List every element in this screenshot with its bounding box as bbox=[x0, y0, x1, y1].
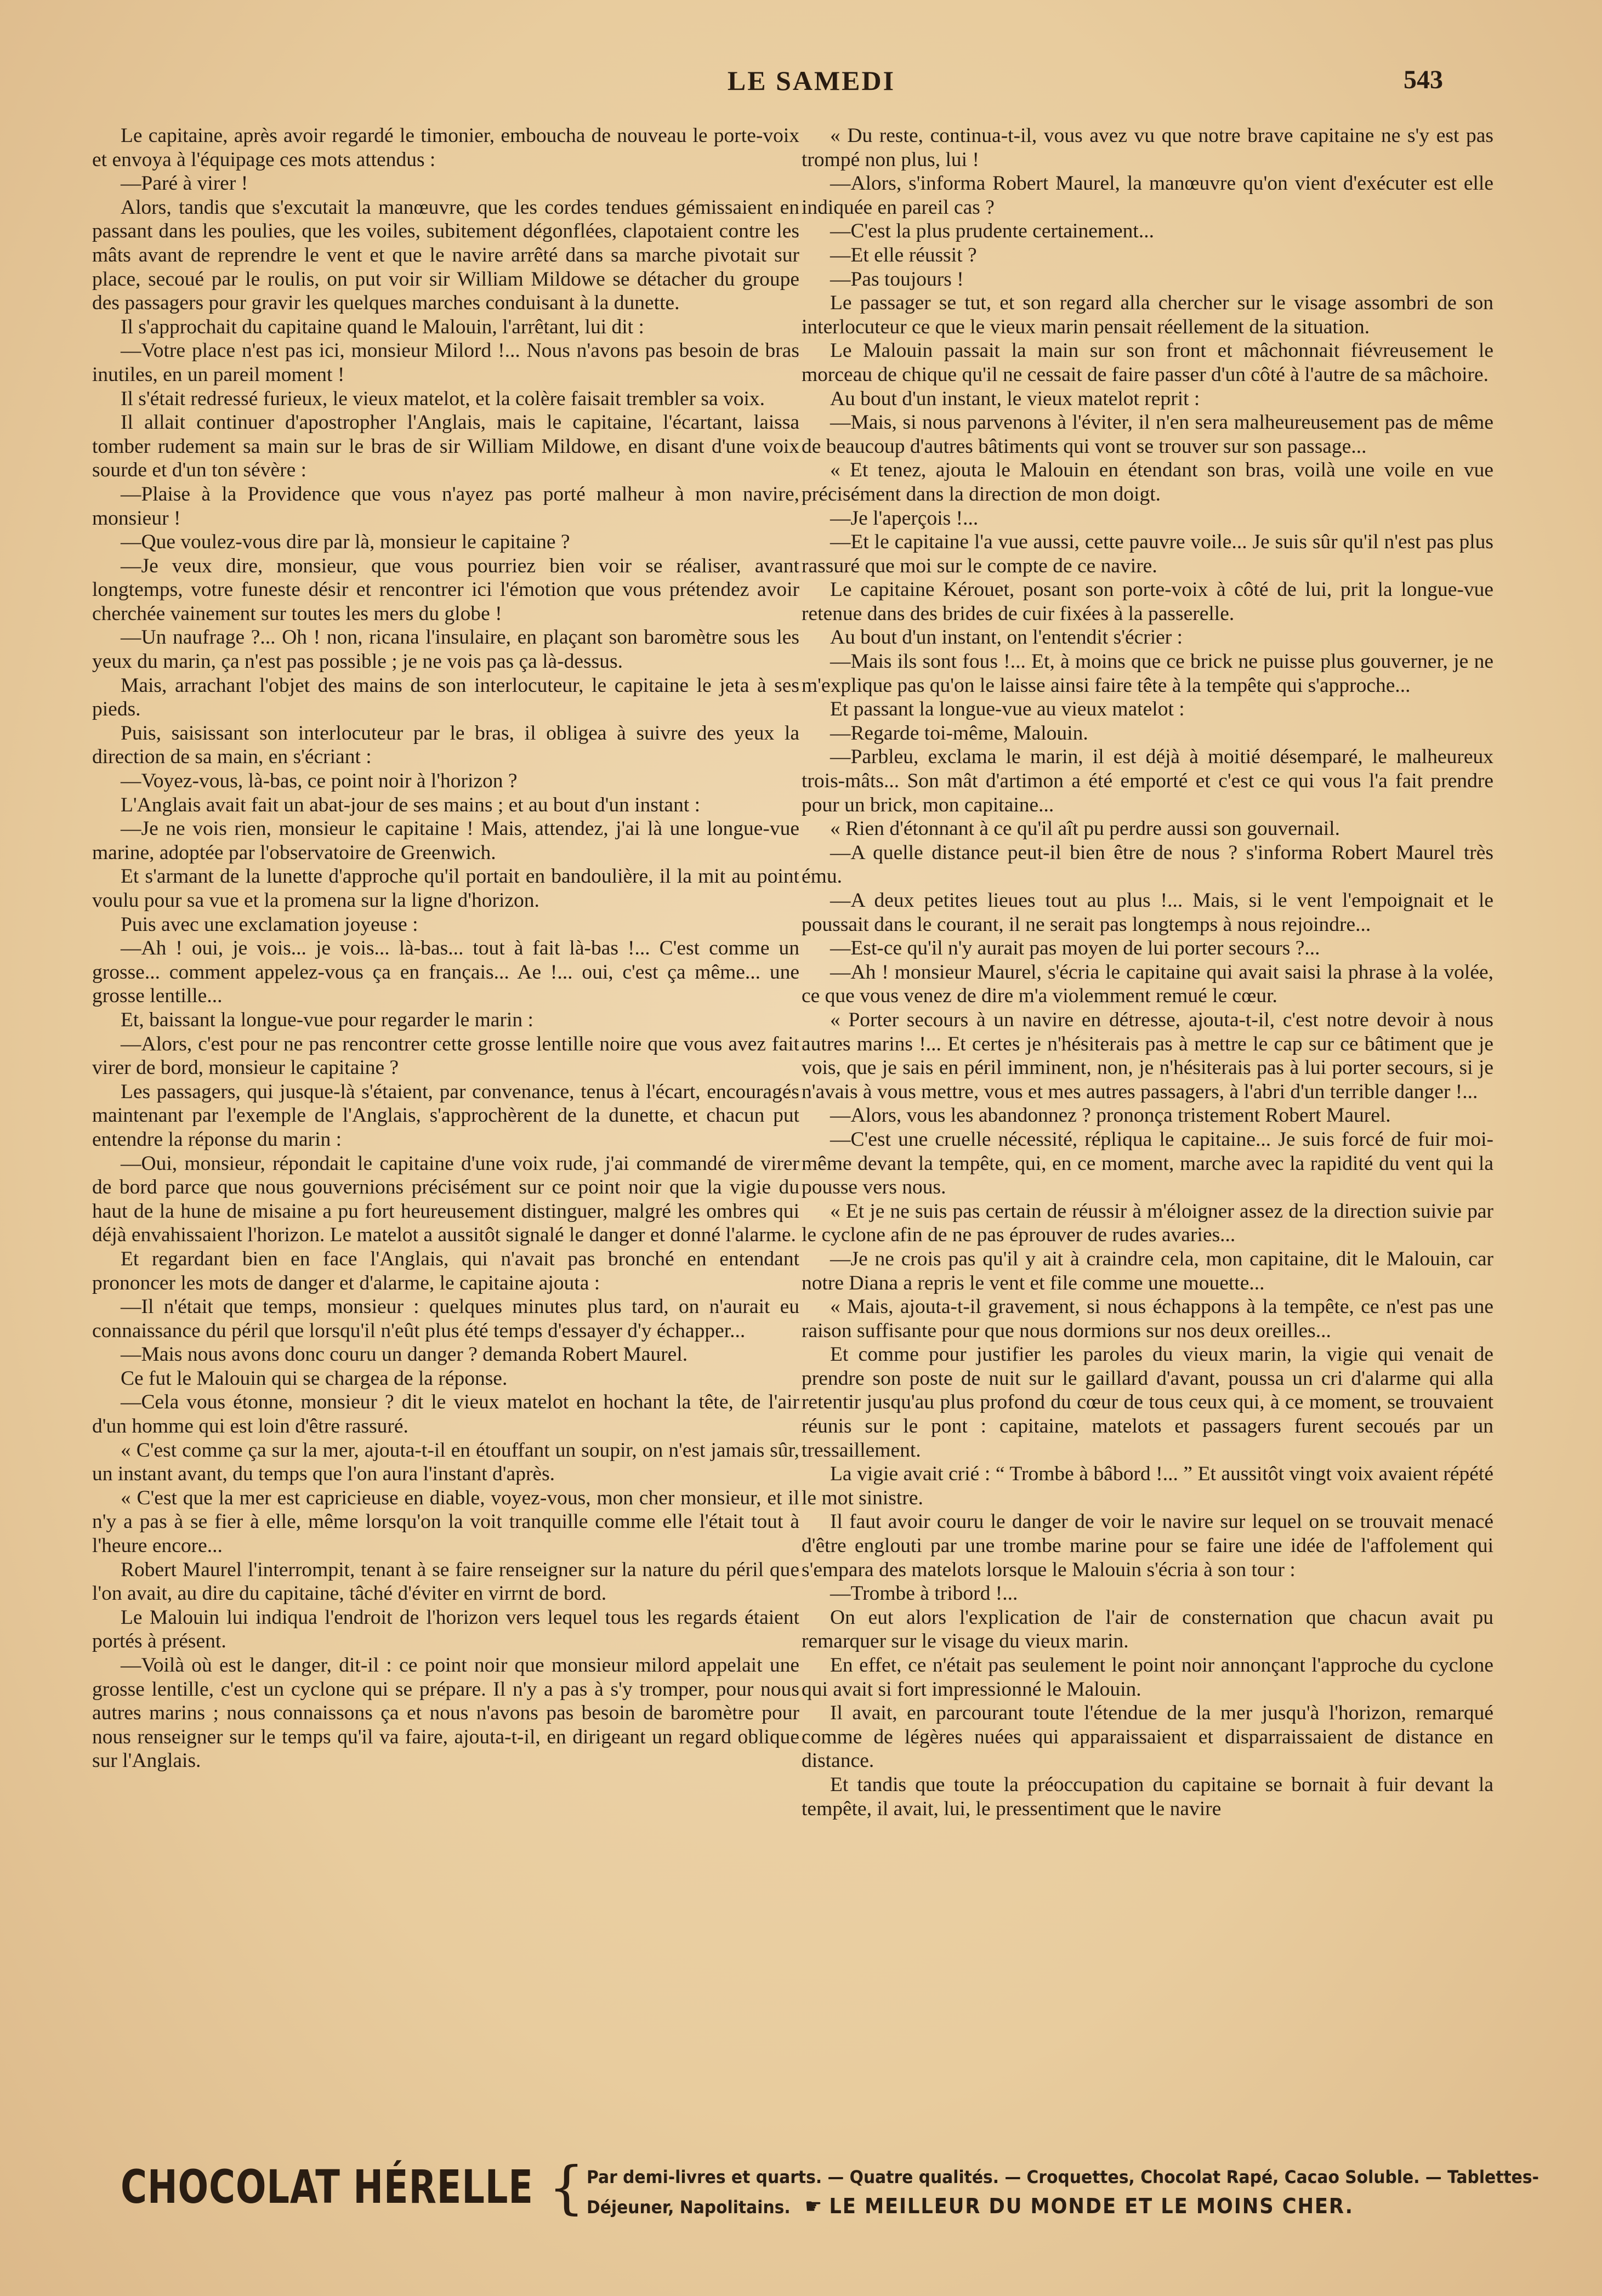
page-number: 543 bbox=[1404, 65, 1443, 94]
article-paragraph: La vigie avait crié : “ Trombe à bâbord !... ” Et aussitôt vingt voix avaient répété le mot sinistre. bbox=[802, 1463, 1493, 1509]
article-paragraph: Et comme pour justifier les paroles du vieux marin, la vigie qui venait de prendre son poste de nuit sur le gaillard d'avant, poussa un cri d'alarme qui alla retentir jusqu'au plus profond du cœur de tous ceux qui, à ce moment, se trouvaient réunis sur le pont : capitaine, matelots et passagers furent secoués par un tressaillement. bbox=[802, 1343, 1493, 1462]
article-paragraph: —A deux petites lieues tout au plus !... Mais, si le vent l'empoignait et le poussait dans le courant, il ne serait pas longtemps à nous rejoindre... bbox=[802, 889, 1493, 936]
ad-products-line: Par demi-livres et quarts. — Quatre qualités. — Croquettes, Chocolat Rapé, Cacao Soluble. — Tablettes- bbox=[587, 2167, 1539, 2187]
article-paragraph: Robert Maurel l'interrompit, tenant à se faire renseigner sur la nature du péril que l'on avait, au dire du capitaine, tâché d'éviter en virrnt de bord. bbox=[92, 1558, 799, 1605]
article-paragraph: —Plaise à la Providence que vous n'ayez pas porté malheur à mon navire, monsieur ! bbox=[92, 482, 799, 530]
article-paragraph: —Que voulez-vous dire par là, monsieur le capitaine ? bbox=[121, 531, 570, 554]
article-paragraph: —Regarde toi-même, Malouin. bbox=[830, 721, 1088, 745]
article-paragraph: On eut alors l'explication de l'air de consternation que chacun avait pu remarquer sur le visage du vieux marin. bbox=[802, 1606, 1493, 1653]
article-paragraph: Il s'était redressé furieux, le vieux matelot, et la colère faisait trembler sa voix. bbox=[121, 387, 765, 410]
article-paragraph: —Cela vous étonne, monsieur ? dit le vieux matelot en hochant la tête, de l'air d'un homme qui est loin d'être rassuré. bbox=[92, 1391, 799, 1438]
article-paragraph: « Rien d'étonnant à ce qu'il aît pu perdre aussi son gouvernail. bbox=[830, 817, 1340, 840]
article-paragraph: Il s'approchait du capitaine quand le Malouin, l'arrêtant, lui dit : bbox=[121, 315, 644, 338]
article-paragraph: « C'est comme ça sur la mer, ajouta-t-il en étouffant un soupir, on n'est jamais sûr, un instant avant, du temps que l'on aura l'instant d'après. bbox=[92, 1439, 799, 1486]
article-paragraph: Le Malouin passait la main sur son front et mâchonnait fiévreusement le morceau de chique qu'il ne cessait de faire passer d'un côté à l'autre de sa mâchoire. bbox=[802, 339, 1493, 386]
article-paragraph: —Un naufrage ?... Oh ! non, ricana l'insulaire, en plaçant son baromètre sous les yeux du marin, ça n'est pas possible ; je ne vois pas ça là-dessus. bbox=[92, 626, 799, 673]
article-paragraph: Le capitaine Kérouet, posant son porte-voix à côté de lui, prit la longue-vue retenue dans des brides de cuir fixées à la passerelle. bbox=[802, 578, 1493, 625]
article-paragraph: Il faut avoir couru le danger de voir le navire sur lequel on se trouvait menacé d'être englouti par une trombe marine pour se faire une idée de l'affolement qui s'empara des matelots lorsque le Malouin s'écria à son tour : bbox=[802, 1510, 1493, 1581]
ad-brace: { bbox=[548, 2154, 585, 2221]
article-paragraph: Le capitaine, après avoir regardé le timonier, emboucha de nouveau le porte-voix et envoya à l'équipage ces mots attendus : bbox=[92, 124, 799, 171]
article-paragraph: Ce fut le Malouin qui se chargea de la réponse. bbox=[121, 1367, 508, 1390]
article-paragraph: Il avait, en parcourant toute l'étendue de la mer jusqu'à l'horizon, remarqué comme de légères nuées qui apparaissaient et disparraissaient de distance en distance. bbox=[802, 1702, 1493, 1772]
article-paragraph: « Et tenez, ajouta le Malouin en étendant son bras, voilà une voile en vue précisément dans la direction de mon doigt. bbox=[802, 459, 1493, 505]
article-paragraph: « C'est que la mer est capricieuse en diable, voyez-vous, mon cher monsieur, et il n'y a pas à se fier à elle, même lorsqu'on la voit tranquille comme elle l'était tout à l'heure encore... bbox=[92, 1486, 799, 1558]
article-paragraph: —C'est une cruelle nécessité, répliqua le capitaine... Je suis forcé de fuir moi-même devant la tempête, qui, en ce moment, marche avec la rapidité du vent qui la pousse vers nous. bbox=[802, 1128, 1493, 1199]
article-paragraph: —Et elle réussit ? bbox=[830, 243, 977, 266]
article-paragraph: Et passant la longue-vue au vieux matelot : bbox=[830, 698, 1185, 721]
article-paragraph: Et tandis que toute la préoccupation du capitaine se bornait à fuir devant la tempête, il avait, lui, le pressentiment que le navire bbox=[802, 1773, 1493, 1820]
article-paragraph: —Mais nous avons donc couru un danger ? demanda Robert Maurel. bbox=[121, 1343, 688, 1366]
ad-slogan-line bbox=[587, 2194, 1354, 2218]
article-paragraph: Les passagers, qui jusque-là s'étaient, par convenance, tenus à l'écart, encouragés maintenant par l'exemple de l'Anglais, s'approchèrent de la dunette, et chacun put entendre la réponse du marin : bbox=[92, 1080, 799, 1151]
article-paragraph: —Et le capitaine l'a vue aussi, cette pauvre voile... Je suis sûr qu'il n'est pas plus rassuré que moi sur le compte de ce navire. bbox=[802, 531, 1493, 577]
article-paragraph: Le passager se tut, et son regard alla chercher sur le visage assombri de son interlocuteur ce que le vieux marin pensait réellement de la situation. bbox=[802, 292, 1493, 338]
ad-slogan: LE MEILLEUR DU MONDE ET LE MOINS CHER. bbox=[829, 2194, 1354, 2218]
article-paragraph: Mais, arrachant l'objet des mains de son interlocuteur, le capitaine le jeta à ses pieds. bbox=[92, 674, 799, 721]
article-paragraph: —Votre place n'est pas ici, monsieur Milord !... Nous n'avons pas besoin de bras inutiles, en un pareil moment ! bbox=[92, 339, 799, 386]
article-paragraph: « Du reste, continua-t-il, vous avez vu que notre brave capitaine ne s'y est pas trompé non plus, lui ! bbox=[802, 124, 1493, 171]
article-paragraph: Et s'armant de la lunette d'approche qu'il portait en bandoulière, il la mit au point voulu pour sa vue et la promena sur la ligne d'horizon. bbox=[92, 865, 799, 912]
article-paragraph: Au bout d'un instant, le vieux matelot reprit : bbox=[830, 387, 1200, 410]
left-column bbox=[92, 124, 799, 2119]
article-paragraph: L'Anglais avait fait un abat-jour de ses mains ; et au bout d'un instant : bbox=[121, 793, 701, 816]
article-paragraph: —Ah ! monsieur Maurel, s'écria le capitaine qui avait saisi la phrase à la volée, ce que vous venez de dire m'a violemment remué le cœur. bbox=[802, 961, 1493, 1008]
article-paragraph: —Ah ! oui, je vois... je vois... là-bas... tout à fait là-bas !... C'est comme un grosse... comment appelez-vous ça en français... Ae !... oui, c'est ça même... une grosse lentille... bbox=[92, 937, 799, 1008]
article-paragraph: Au bout d'un instant, on l'entendit s'écrier : bbox=[830, 626, 1183, 649]
article-paragraph: —A quelle distance peut-il bien être de nous ? s'informa Robert Maurel très ému. bbox=[802, 841, 1493, 888]
article-paragraph: —Je ne vois rien, monsieur le capitaine ! Mais, attendez, j'ai là une longue-vue marine, adoptée par l'observatoire de Greenwich. bbox=[92, 817, 799, 864]
article-paragraph: Le Malouin lui indiqua l'endroit de l'horizon vers lequel tous les regards étaient portés à présent. bbox=[92, 1606, 799, 1653]
ad-brand: CHOCOLAT HÉRELLE bbox=[121, 2160, 533, 2214]
article-paragraph: —Voilà où est le danger, dit-il : ce point noir que monsieur milord appelait une grosse lentille, c'est un cyclone qui se prépare. Il n'y a pas à s'y tromper, pour nous autres marins ; nous connaissons ça et nous n'avons pas besoin de baromètre pour nous renseigner sur le temps qu'il va faire, ajouta-t-il, en dirigeant un regard oblique sur l'Anglais. bbox=[92, 1654, 799, 1772]
article-paragraph: —Alors, c'est pour ne pas rencontrer cette grosse lentille noire que vous avez fait virer de bord, monsieur le capitaine ? bbox=[92, 1032, 799, 1079]
article-paragraph: —Je l'aperçois !... bbox=[830, 507, 979, 530]
right-column bbox=[802, 124, 1493, 2119]
article-paragraph: —Trombe à tribord !... bbox=[830, 1582, 1018, 1605]
article-paragraph: « Porter secours à un navire en détresse, ajouta-t-il, c'est notre devoir à nous autres marins !... Et certes je n'hésiterais pas à mettre le cap sur ce bâtiment que je vois, que je sais en péril imminent, non, je n'hésiterais pas à lui porter secours, si je n'avais à vous mettre, vous et mes autres passagers, à l'abri d'un terrible danger !... bbox=[802, 1008, 1493, 1103]
article-paragraph: Il allait continuer d'apostropher l'Anglais, mais le capitaine, l'écartant, laissa tomber rudement sa main sur le bras de sir William Mildowe, en disant d'une voix sourde et d'un ton sévère : bbox=[92, 411, 799, 482]
ad-products-continued: Déjeuner, Napolitains. bbox=[587, 2197, 791, 2218]
article-paragraph: —Est-ce qu'il n'y aurait pas moyen de lui porter secours ?... bbox=[830, 937, 1320, 960]
article-paragraph: Alors, tandis que s'excutait la manœuvre, que les cordes tendues gémissaient en passant dans les poulies, que les voiles, subitement dégonflées, clapotaient contre les mâts avant de reprendre le vent et que le navire arrêté dans sa marche pivotait sur place, secoué par le roulis, on put voir sir William Mildowe se détacher du groupe des passagers pour gravir les quelques marches conduisant à la dunette. bbox=[92, 196, 799, 315]
article-paragraph: —Je veux dire, monsieur, que vous pourriez bien voir se réaliser, avant longtemps, votre funeste désir et rencontrer ici l'émotion que vous prétendez avoir cherchée vainement sur toutes les mers du globe ! bbox=[92, 554, 799, 625]
article-paragraph: —Voyez-vous, là-bas, ce point noir à l'horizon ? bbox=[121, 770, 518, 793]
article-paragraph: « Mais, ajouta-t-il gravement, si nous échappons à la tempête, ce n'est pas une raison suffisante pour que nous dormions sur nos deux oreilles... bbox=[802, 1295, 1493, 1342]
article-paragraph: Puis, saisissant son interlocuteur par le bras, il obligea à suivre des yeux la direction de sa main, en s'écriant : bbox=[92, 721, 799, 769]
article-paragraph: —Pas toujours ! bbox=[830, 268, 964, 291]
running-title: LE SAMEDI bbox=[727, 65, 896, 96]
article-paragraph: Et, baissant la longue-vue pour regarder le marin : bbox=[121, 1008, 533, 1031]
article-paragraph: —Oui, monsieur, répondait le capitaine d'une voix rude, j'ai commandé de virer de bord parce que nous gouvernions précisément sur ce point noir que la vigie du haut de la hune de misaine a pu fort heureusement distinguer, malgré les ombres qui déjà envahissaient l'horizon. Le matelot a aussitôt signalé le danger et donné l'alarme. bbox=[92, 1152, 799, 1247]
pointing-hand-icon: ☛ bbox=[804, 2194, 822, 2218]
article-paragraph: —Alors, s'informa Robert Maurel, la manœuvre qu'on vient d'exécuter est elle indiquée en pareil cas ? bbox=[802, 172, 1493, 219]
article-paragraph: —Mais ils sont fous !... Et, à moins que ce brick ne puisse plus gouverner, je ne m'explique pas qu'on le laisse ainsi faire tête à la tempête qui s'approche... bbox=[802, 650, 1493, 697]
article-paragraph: —Je ne crois pas qu'il y ait à craindre cela, mon capitaine, dit le Malouin, car notre Diana a repris le vent et file comme une mouette... bbox=[802, 1247, 1493, 1294]
article-paragraph: —Alors, vous les abandonnez ? prononça tristement Robert Maurel. bbox=[830, 1104, 1391, 1127]
article-paragraph: —C'est la plus prudente certainement... bbox=[830, 220, 1154, 243]
article-paragraph: —Il n'était que temps, monsieur : quelques minutes plus tard, on n'aurait eu connaissance du péril que lorsqu'il n'eût plus été temps d'essayer d'y échapper... bbox=[92, 1295, 799, 1342]
chocolat-advertisement bbox=[121, 2154, 1539, 2226]
page-header bbox=[0, 65, 1602, 109]
article-paragraph: —Paré à virer ! bbox=[121, 172, 248, 195]
article-paragraph: Puis avec une exclamation joyeuse : bbox=[121, 913, 418, 936]
article-paragraph: En effet, ce n'était pas seulement le point noir annonçant l'approche du cyclone qui avait si fort impressionné le Malouin. bbox=[802, 1654, 1493, 1701]
article-paragraph: Et regardant bien en face l'Anglais, qui n'avait pas bronché en entendant prononcer les mots de danger et d'alarme, le capitaine ajouta : bbox=[92, 1247, 799, 1294]
article-paragraph: —Parbleu, exclama le marin, il est déjà à moitié désemparé, le malheureux trois-mâts... Son mât d'artimon a été emporté et c'est ce qui vous l'a fait prendre pour un brick, mon capitaine... bbox=[802, 746, 1493, 816]
article-paragraph: —Mais, si nous parvenons à l'éviter, il n'en sera malheureusement pas de même de beaucoup d'autres bâtiments qui vont se trouver sur son passage... bbox=[802, 411, 1493, 458]
article-paragraph: « Et je ne suis pas certain de réussir à m'éloigner assez de la direction suivie par le cyclone afin de ne pas éprouver de rudes avaries... bbox=[802, 1200, 1493, 1247]
